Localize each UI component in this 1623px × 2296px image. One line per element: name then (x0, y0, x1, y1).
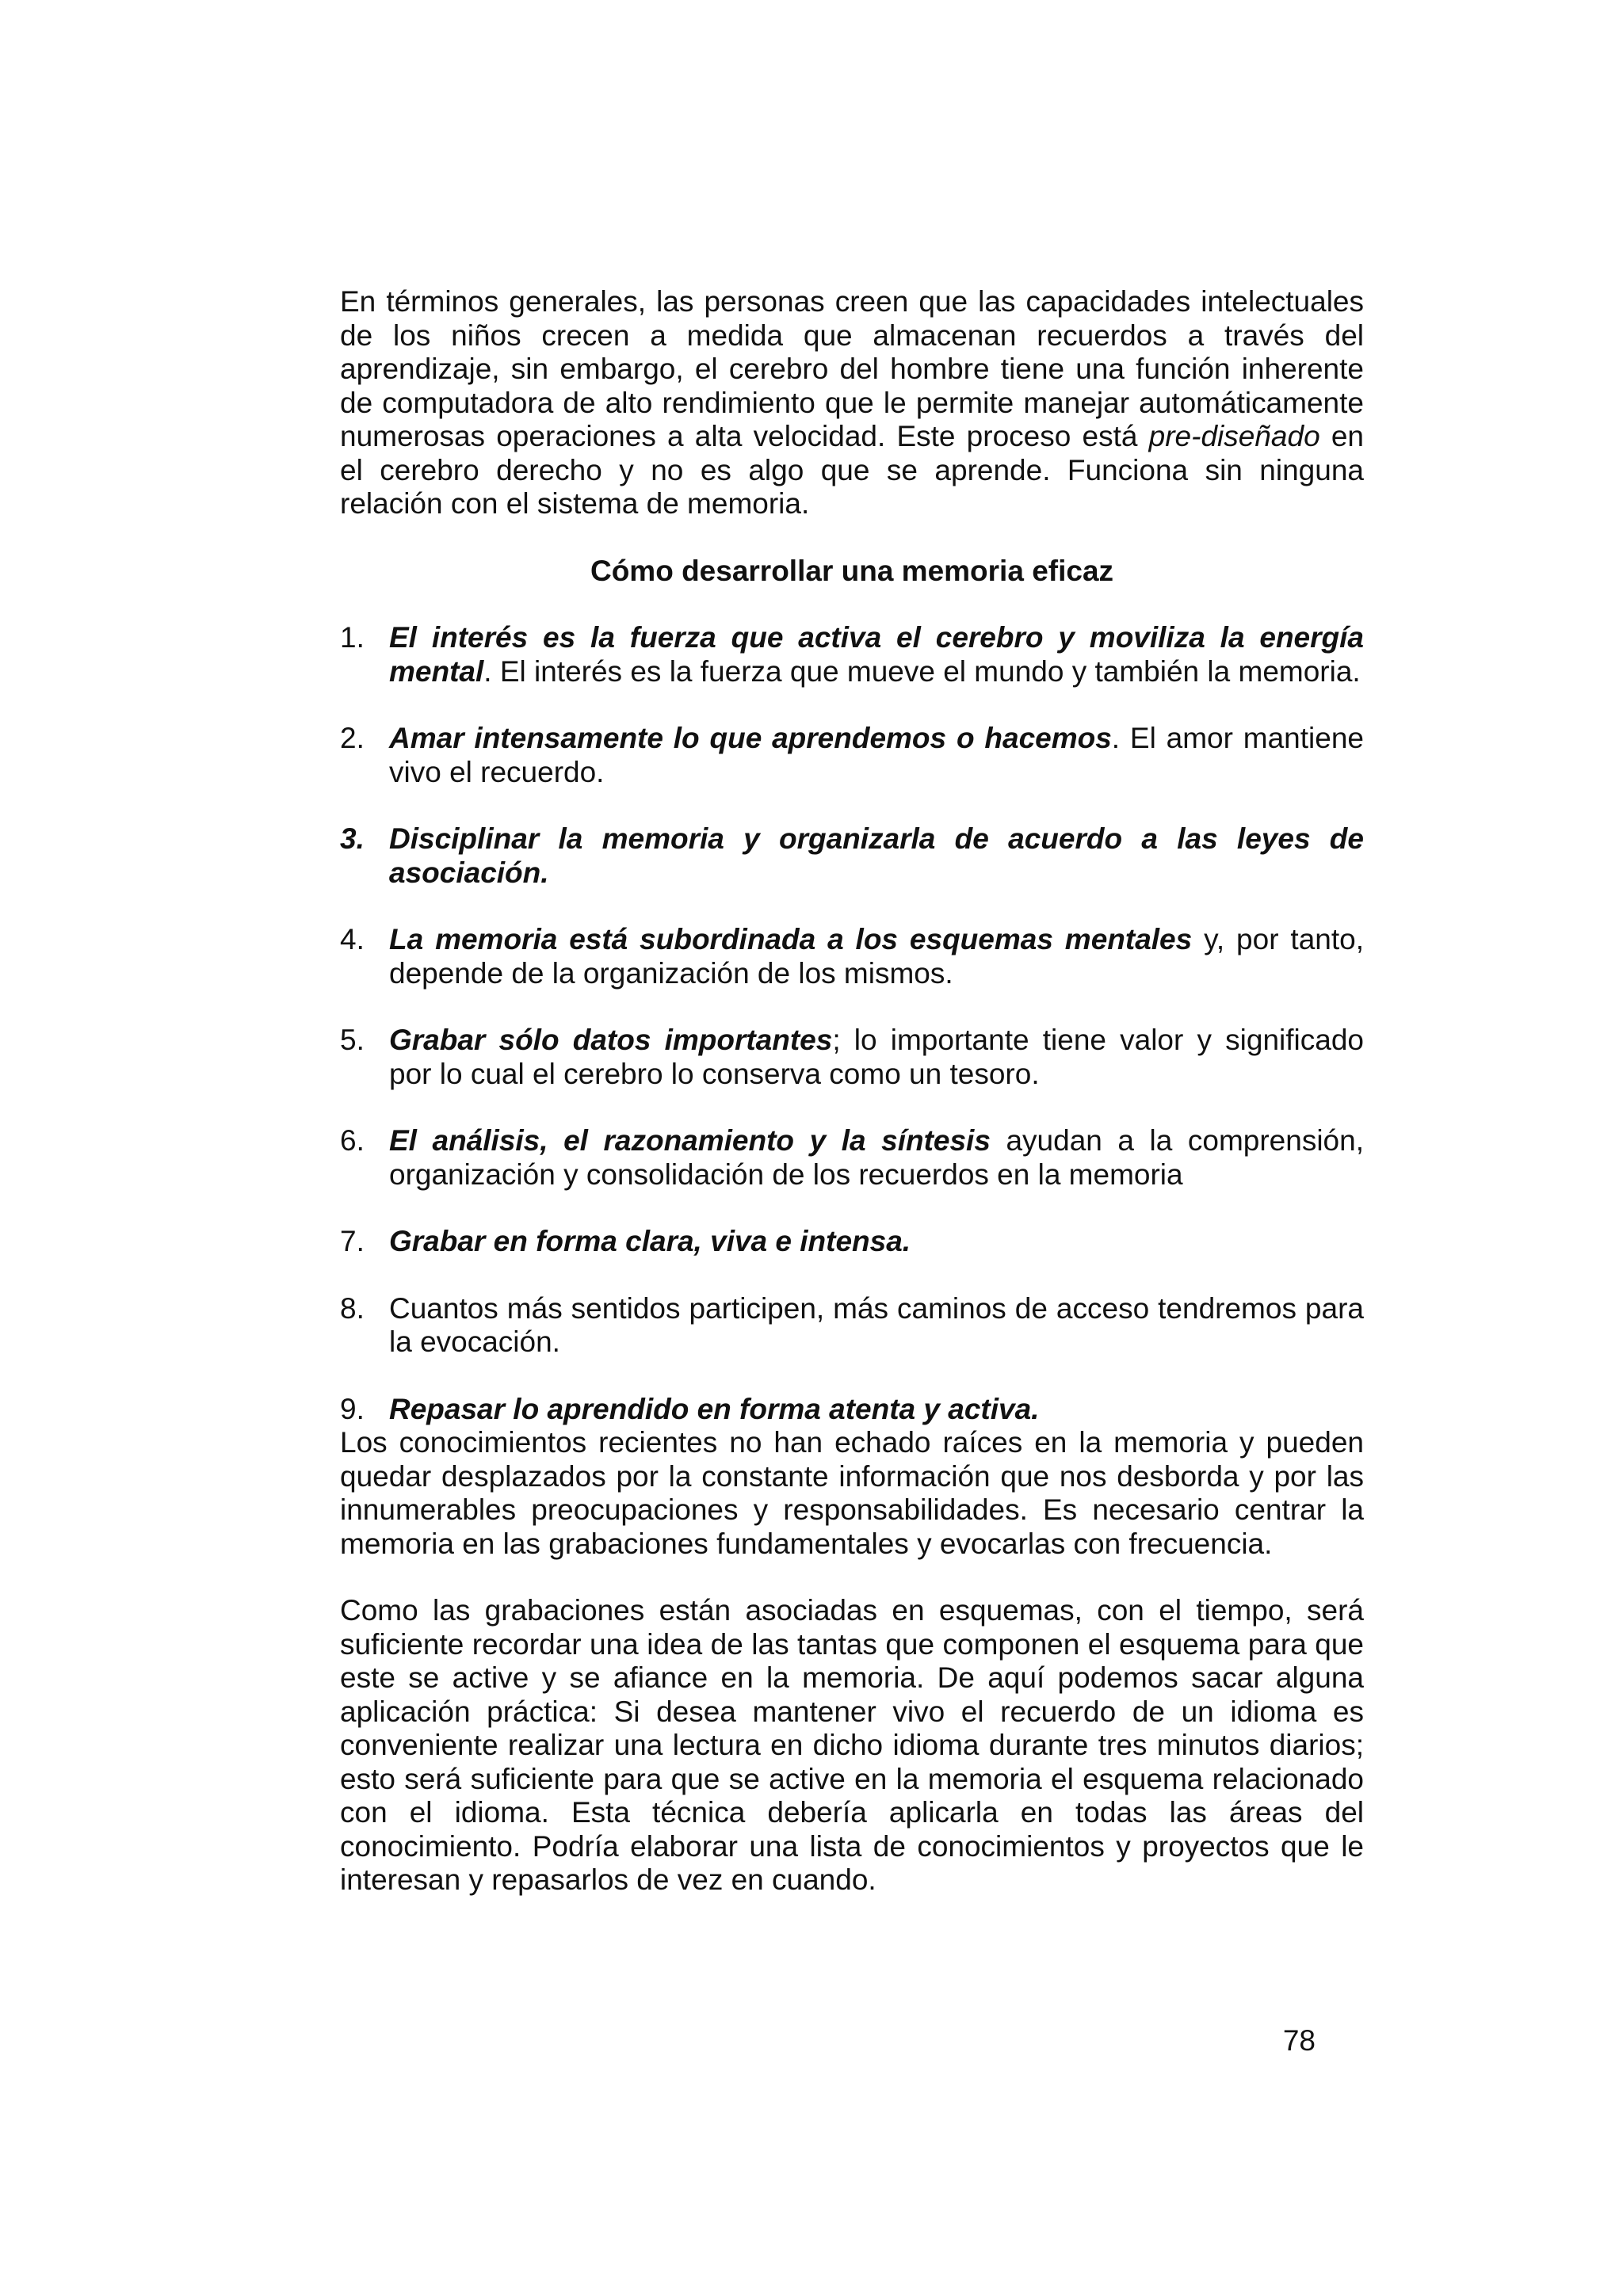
list-item (340, 722, 1364, 789)
document-page (340, 285, 1364, 1897)
list-item (340, 923, 1364, 990)
item-body (389, 1124, 1364, 1192)
item-number: 7. (340, 1225, 365, 1257)
section-heading: Cómo desarrollar una memoria eficaz (590, 554, 1114, 587)
item-number: 1. (340, 621, 365, 654)
item-rest: ; lo importante tiene valor y significado por lo cual el cerebro lo conserva como un tesoro. (389, 1024, 1365, 1090)
list-item (340, 1393, 1364, 1427)
list-item (340, 1292, 1364, 1360)
item-lead: La memoria está subordinada a los esquemas mentales (389, 923, 1193, 955)
item-number: 5. (340, 1024, 365, 1056)
memory-tips-list (340, 621, 1364, 1426)
item-9-paragraph: Los conocimientos recientes no han echado raíces en la memoria y pueden quedar desplazados por la constante información que nos desborda y por las innumerables preocupaciones y responsabilidades. Es necesario centrar la memoria en las grabaciones fundamentales y evocarlas con frecuencia. (340, 1426, 1364, 1560)
list-item (340, 1024, 1364, 1091)
item-number: 6. (340, 1124, 365, 1157)
list-item (340, 822, 1364, 890)
intro-paragraph (340, 285, 1364, 521)
item-body (389, 923, 1364, 990)
intro-text-1: En términos generales, las personas creen que las capacidades intelectuales de los niños crecen a medida que almacenan recuerdos a través del aprendizaje, sin embargo, el cerebro del hombre tiene una función inherente de computadora de alto rendimiento que le permite manejar automáticamente numerosas operaciones a alta velocidad. Este proceso está (340, 285, 1364, 452)
page-number: 78 (1282, 2024, 1316, 2057)
item-rest: . El amor mantiene vivo el recuerdo. (389, 722, 1364, 788)
item-lead: Disciplinar la memoria y organizarla de acuerdo a las leyes de asociación. (389, 822, 1364, 889)
list-item (340, 1124, 1364, 1192)
item-lead: El interés es la fuerza que activa el cerebro y moviliza la energía mental (389, 621, 1364, 688)
item-body (389, 822, 1364, 890)
closing-paragraph: Como las grabaciones están asociadas en esquemas, con el tiempo, será suficiente recordar una idea de las tantas que componen el esquema para que este se active y se afiance en la memoria. De aquí podemos sacar alguna aplicación práctica: Si desea mantener vivo el recuerdo de un idioma es conveniente realizar una lectura en dicho idioma durante tres minutos diarios; esto será suficiente para que se active en la memoria el esquema relacionado con el idioma. Esta técnica debería aplicarla en todas las áreas del conocimiento. Podría elaborar una lista de conocimientos y proyectos que le interesan y repasarlos de vez en cuando. (340, 1594, 1364, 1896)
item-body (389, 1292, 1364, 1360)
item-rest: Cuantos más sentidos participen, más caminos de acceso tendremos para la evocación. (389, 1291, 1364, 1358)
list-item (340, 621, 1364, 688)
item-body (389, 1225, 1364, 1259)
item-lead: Grabar sólo datos importantes (389, 1024, 833, 1056)
item-rest: y, por tanto, depende de la organización de los mismos. (389, 923, 1364, 990)
item-body (389, 1024, 1364, 1091)
item-lead: Amar intensamente lo que aprendemos o hacemos (389, 722, 1112, 754)
item-body (389, 1393, 1364, 1427)
item-rest: ayudan a la comprensión, organización y consolidación de los recuerdos en la memoria (389, 1124, 1364, 1191)
item-number: 8. (340, 1291, 365, 1325)
item-lead: Repasar lo aprendido en forma atenta y activa. (389, 1392, 1040, 1425)
item-body (389, 621, 1364, 688)
item-lead: Grabar en forma clara, viva e intensa. (389, 1225, 911, 1257)
intro-emphasis: pre-diseñado (1148, 420, 1320, 452)
intro-text-2: en el cerebro derecho y no es algo que se aprende. Funciona sin ninguna relación con el sistema de memoria. (340, 420, 1364, 520)
item-lead: El análisis, el razonamiento y la síntesis (389, 1124, 991, 1157)
item-rest: . El interés es la fuerza que mueve el mundo y también la memoria. (483, 654, 1361, 688)
item-number: 2. (340, 722, 365, 754)
item-number: 9. (340, 1392, 365, 1425)
list-item (340, 1225, 1364, 1259)
item-number: 3. (340, 822, 365, 855)
item-body (389, 722, 1364, 789)
item-number: 4. (340, 923, 365, 955)
